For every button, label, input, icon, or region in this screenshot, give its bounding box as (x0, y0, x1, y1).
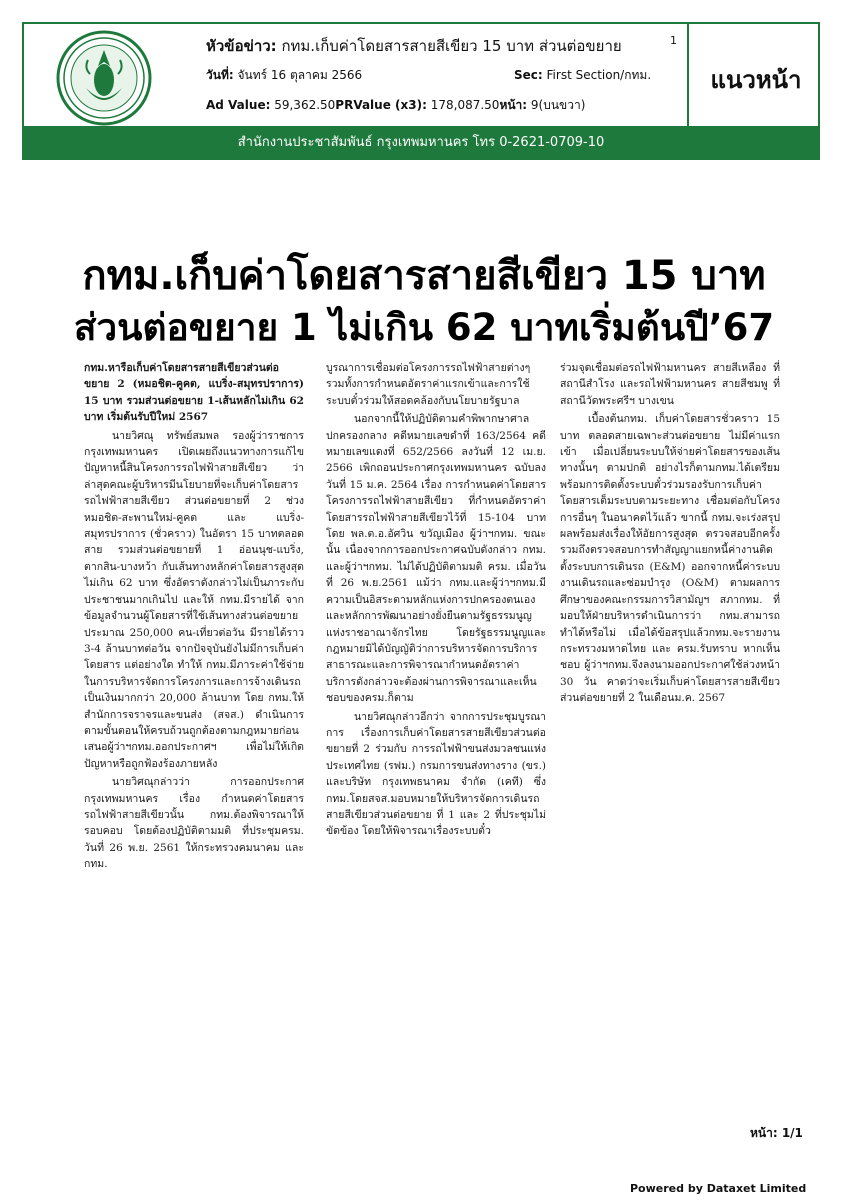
topic-marker: 1 (670, 34, 677, 47)
article-paragraph: นายวิศณุกล่าวว่า การออกประกาศกรุงเทพมหานคร เรื่อง กำหนดค่าโดยสารรถไฟฟ้าสายสีเขียวนั้น กทม.ต้องพิจารณาให้รอบคอบ โดยต้องปฏิบัติตามมติ ที่ประชุมครม. วันที่ 26 พ.ย. 2561 ให้กระทรวงคมนาคม และ กทม. (84, 776, 304, 871)
article-lead: กทม.หารือเก็บค่าโดยสารสายสีเขียวส่วนต่อขยาย 2 (หมอชิต-คูคต, แบริ่ง-สมุทรปราการ) 15 บาท รวมส่วนต่อขยาย 1-เส้นหลักไม่เกิน 62 บาท เริ่มต้นรับปีใหม่ 2567 (84, 362, 304, 424)
article-paragraph: เบื้องต้นกทม. เก็บค่าโดยสารชั่วคราว 15 บาท ตลอดสายเฉพาะส่วนต่อขยาย ไม่มีค่าแรกเข้า เมื่อเปลี่ยนระบบให้จ่ายค่าโดยสารของเส้นทางนั้นๆ ตามปกติ อย่างไรก็ตามกทม.ได้เตรียมพร้อมการติดตั้งระบบตั๋วร่วมรองรับการเก็บค่าโดยสารเต็มระบบตามระยะทาง เชื่อมต่อกับโครงการอื่นๆ ในอนาคตไว้แล้ว ขากนี้ กทม.จะเร่งสรุปผลพร้อมส่งเรื่องให้อัยการสูงสุด ตรวจสอบอีกครั้ง รวมถึงตรวจสอบการทำสัญญาแยกหนี้ค่างานติดตั้งระบบการเดินรถ (E&M) ออกจากหนี้ค่าระบบงานเดินรถและซ่อมบำรุง (O&M) ตามผลการศึกษาของคณะกรรมการวิสามัญฯ สภากทม. ที่มอบให้ฝ่ายบริหารดำเนินการว่า กทม.สามารถทำได้หรือไม่ เมื่อได้ข้อสรุปแล้วกทม.จะรายงานกระทรวงมหาดไทย และ ครม.รับทราบ หากเห็นชอบ ผู้ว่าฯกทม.จึงลงนามออกประกาศใช้ล่วงหน้า 30 วัน คาดว่าจะเริ่มเก็บค่าโดยสารสายสีเขียวส่วนต่อขยายที่ 2 ในเดือนม.ค. 2567 (560, 413, 780, 705)
section-info: Sec: First Section/กทม. (514, 68, 652, 82)
headline-line-1: กทม.เก็บค่าโดยสารสายสีเขียว 15 บาท (82, 253, 766, 299)
article-column-1 (84, 360, 304, 875)
article-paragraph: นอกจากนี้ให้ปฏิบัติตามคำพิพากษาศาลปกครองกลาง คดีหมายเลขดำที่ 163/2564 คดีหมายเลขแดงที่ 652/2566 ลงวันที่ 12 เม.ย. 2566 เพิกถอนประกาศกรุงเทพมหานคร ฉบับลงวันที่ 15 ม.ค. 2564 เรื่อง การกำหนดค่าโดยสารโครงการรถไฟฟ้าสายสีเขียว ที่กำหนดอัตราค่าโดยสารรถไฟฟ้าสายสีเขียวไว้ที่ 15-104 บาท โดย พล.ต.อ.อัศวิน ขวัญเมือง ผู้ว่าฯกทม. ขณะนั้น เนื่องจากการออกประกาศฉบับดังกล่าว กทม. และผู้ว่าฯกทม. ไม่ได้ปฏิบัติตามมติ ครม. เมื่อวันที่ 26 พ.ย.2561 แม้ว่า กทม.และผู้ว่าฯกทม.มีความเป็นอิสระตามหลักแห่งการปกครองตนเองและหลักการพัฒนาอย่างยั่งยืนตามรัฐธรรมนูญแห่งราชอาณาจักรไทย โดยรัฐธรรมนูญและกฎหมายมิได้บัญญัติว่าการบริหารจัดการบริการสาธารณะและการพิจารณากำหนดอัตราค่าบริการดังกล่าวจะต้องผ่านการพิจารณาและเห็นชอบของครม.ก็ตาม (326, 413, 546, 705)
article-paragraph: นายวิศณุกล่าวอีกว่า จากการประชุมบูรณาการ เรื่องการเก็บค่าโดยสารสายสีเขียวส่วนต่อขยายที่ 2 ร่วมกับ การรถไฟฟ้าขนส่งมวลชนแห่งประเทศไทย (รฟม.) กรมการขนส่งทางราง (ขร.) และบริษัท กรุงเทพธนาคม จำกัด (เคที) ซึ่ง กทม.โดยสจส.มอบหมายให้บริหารจัดการเดินรถสายสีเขียวส่วนต่อขยาย ที่ 1 และ 2 ที่ประชุมไม่ขัดข้อง โดยให้พิจารณาเรื่องระบบตั๋ว (326, 710, 546, 838)
clipping-header (22, 22, 820, 132)
bangkok-seal-logo (54, 28, 154, 128)
article-paragraph: นายวิศณุ ทรัพย์สมพล รองผู้ว่าราชการกรุงเทพมหานคร เปิดเผยถึงแนวทางการแก้ไขปัญหาหนี้สินโครงการรถไฟฟ้าสายสีเขียว ว่า ล่าสุดคณะผู้บริหารมีนโยบายที่จะเก็บค่าโดยสารรถไฟฟ้าสายสีเขียว ส่วนต่อขยายที่ 2 ช่วงหมอชิต-สะพานใหม่-คูคต และ แบริ่ง-สมุทรปราการ (ชั่วคราว) ในอัตรา 15 บาทตลอดสาย รวมส่วนต่อขยายที่ 1 อ่อนนุช-แบริ่ง, ตากสิน-บางหว้า กับเส้นทางหลักค่าโดยสารสูงสุดไม่เกิน 62 บาท ซึ่งอัตราดังกล่าวไม่เป็นภาระกับประชาชนมากเกินไป และให้ กทม.มีรายได้ จากข้อมูลจำนวนผู้โดยสารที่ใช้เส้นทางส่วนต่อขยายประมาณ 250,000 คน-เที่ยวต่อวัน มีรายได้ราว 3-4 ล้านบาทต่อวัน จากปัจจุบันยังไม่มีการเก็บค่าโดยสาร แต่อย่างใด ทำให้ กทม.มีภาระค่าใช้จ่ายในการบริหารจัดการโครงการและการจ้างเดินรถเป็นเงินมากกว่า 20,000 ล้านบาท โดย กทม.ให้สำนักการจราจรและขนส่ง (สจส.) ดำเนินการตามขั้นตอนให้ครบถ้วนถูกต้องตามกฎหมายก่อนเสนอผู้ว่าฯกทม.ออกประกาศฯ เพื่อไม่ให้เกิดปัญหาหรือถูกฟ้องร้องภายหลัง (84, 429, 304, 770)
publish-date: วันที่: จันทร์ 16 ตุลาคม 2566 (206, 68, 363, 82)
article-paragraph: บูรณาการเชื่อมต่อโครงการรถไฟฟ้าสายต่างๆ รวมทั้งการกำหนดอัตราค่าแรกเข้าและการใช้ระบบตั๋วร่วมให้สอดคล้องกับนโยบายรัฐบาล (326, 362, 531, 407)
page-position: แนวหน้า (710, 66, 802, 94)
ad-value-row: Ad Value: 59,362.50PRValue (x3): 178,087.50หน้า: 9(บนขวา) (206, 98, 586, 112)
article-column-3 (560, 360, 780, 709)
article-paragraph: ร่วมจุดเชื่อมต่อรถไฟฟ้ามหานคร สายสีเหลือง ที่สถานีสำโรง และรถไฟฟ้ามหานคร สายสีชมพู ที่สถานีวัดพระศรีฯ บางเขน (560, 362, 780, 407)
pr-office-banner: สำนักงานประชาสัมพันธ์ กรุงเทพมหานคร โทร 0-2621-0709-10 (22, 126, 820, 160)
article-headline (20, 250, 828, 354)
headline-line-2: ส่วนต่อขยาย 1 ไม่เกิน 62 บาทเริ่มต้นปี’67 (73, 306, 775, 349)
headline-topic: หัวข้อข่าว: กทม.เก็บค่าโดยสารสายสีเขียว 15 บาท ส่วนต่อขยาย (206, 37, 622, 55)
header-divider (687, 24, 689, 130)
page-count: หน้า: 1/1 (750, 1126, 803, 1140)
powered-by: Powered by Dataxet Limited (630, 1182, 807, 1195)
article-column-2 (326, 360, 546, 842)
